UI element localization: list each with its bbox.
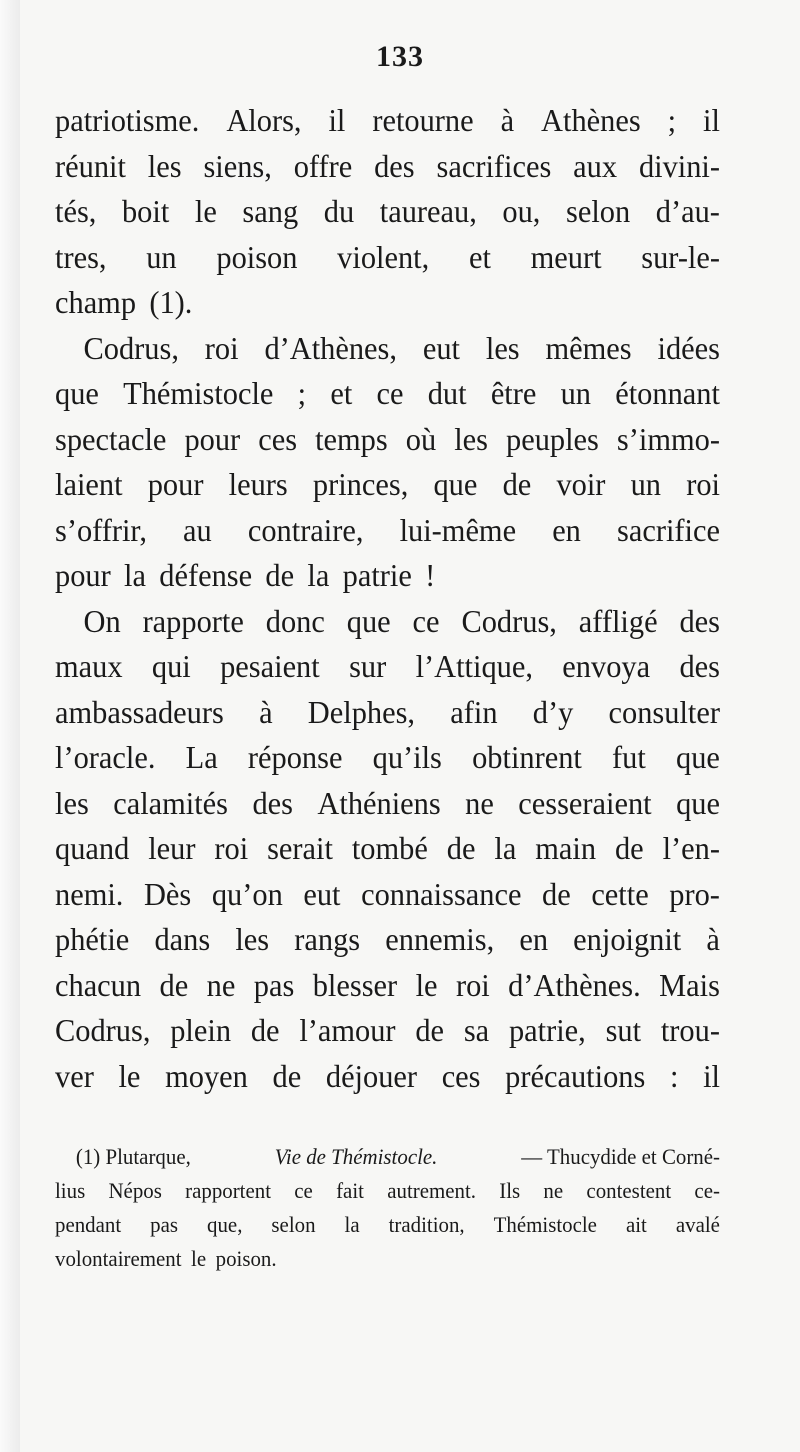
word: les bbox=[454, 420, 488, 457]
word: ver bbox=[55, 1057, 94, 1094]
word: pro- bbox=[669, 875, 720, 912]
word: à bbox=[259, 693, 273, 730]
word: roi bbox=[455, 966, 490, 1003]
footnote-work-title: Vie de Thémistocle. bbox=[274, 1144, 438, 1169]
word: un bbox=[630, 466, 662, 502]
word: rapporte bbox=[142, 602, 244, 639]
word: de bbox=[272, 1057, 302, 1094]
word: cesseraient bbox=[518, 784, 652, 821]
word: ces bbox=[441, 1057, 481, 1094]
text-line bbox=[55, 326, 720, 372]
text-line bbox=[55, 98, 720, 144]
word: qu’on bbox=[211, 875, 283, 912]
word: ! bbox=[425, 557, 436, 593]
word: princes, bbox=[312, 466, 409, 502]
word: lius bbox=[55, 1178, 86, 1203]
word: Ils bbox=[499, 1178, 521, 1203]
text-line bbox=[55, 144, 720, 190]
word: être bbox=[490, 375, 537, 411]
word: boit bbox=[121, 193, 170, 229]
word: lui-même bbox=[399, 511, 517, 548]
text-line bbox=[55, 417, 720, 463]
word: étonnant bbox=[615, 375, 720, 411]
text-line bbox=[55, 872, 720, 918]
text-line bbox=[55, 371, 720, 417]
word: s’offrir, bbox=[55, 511, 147, 548]
word: rapportent bbox=[185, 1178, 272, 1203]
word: patrie, bbox=[508, 1012, 586, 1048]
word: cette bbox=[591, 875, 649, 912]
word: réunit bbox=[55, 147, 126, 184]
word: ait bbox=[625, 1212, 647, 1237]
word: patriotisme. bbox=[55, 102, 200, 138]
word: les bbox=[55, 784, 89, 821]
word: sur-le- bbox=[641, 238, 720, 275]
word: spectacle bbox=[55, 420, 167, 457]
word: nemi. bbox=[55, 875, 124, 912]
word: pour bbox=[55, 557, 111, 593]
word: tres, bbox=[55, 238, 107, 275]
word: de bbox=[250, 1012, 280, 1048]
word: Thémistocle bbox=[123, 375, 274, 411]
word: ne bbox=[543, 1178, 564, 1203]
word: ; bbox=[667, 102, 677, 138]
word: tés, bbox=[55, 193, 97, 229]
word: fut bbox=[612, 739, 646, 775]
word: les bbox=[235, 921, 270, 957]
word: de bbox=[446, 830, 476, 866]
word: ce bbox=[412, 602, 440, 639]
word: meurt bbox=[530, 238, 602, 275]
word: sut bbox=[605, 1012, 642, 1048]
word: en bbox=[552, 511, 581, 548]
footnotes bbox=[55, 1140, 755, 1276]
word: l’Attique, bbox=[415, 648, 533, 684]
word: que bbox=[346, 602, 391, 639]
word: ennemis, bbox=[385, 921, 495, 957]
word: ce bbox=[376, 375, 404, 411]
word: ; bbox=[297, 375, 307, 411]
word: pendant bbox=[55, 1212, 122, 1237]
word: que bbox=[55, 375, 99, 411]
word: le bbox=[118, 1057, 141, 1094]
word: roi bbox=[214, 830, 249, 866]
word: poison bbox=[216, 238, 298, 275]
word: peuples bbox=[506, 420, 599, 457]
word: fait bbox=[336, 1178, 364, 1203]
text-line bbox=[55, 462, 720, 508]
word: il bbox=[703, 102, 720, 138]
page-number: 133 bbox=[376, 40, 424, 73]
word: d’Athènes, bbox=[264, 329, 397, 366]
word: un bbox=[146, 238, 177, 275]
word: serait bbox=[267, 830, 333, 866]
word: déjouer bbox=[325, 1057, 418, 1094]
word: d’y bbox=[532, 693, 574, 730]
word: au bbox=[183, 511, 212, 548]
word: selon bbox=[566, 193, 631, 229]
word: les bbox=[147, 147, 182, 184]
word: autrement. bbox=[387, 1178, 477, 1203]
word: que bbox=[433, 466, 478, 502]
word: maux bbox=[55, 648, 123, 684]
word: retourne bbox=[372, 102, 474, 138]
word: et bbox=[468, 238, 491, 275]
word: qui bbox=[151, 648, 191, 684]
word: des bbox=[252, 784, 293, 821]
word: mêmes bbox=[545, 329, 632, 366]
word: (1). bbox=[149, 284, 193, 320]
word: poison. bbox=[215, 1246, 277, 1271]
word: pas bbox=[253, 966, 295, 1003]
word: du bbox=[323, 193, 355, 229]
word: tombé bbox=[351, 830, 428, 866]
word: tradition, bbox=[388, 1212, 465, 1237]
word: de bbox=[415, 1012, 445, 1048]
word: Népos bbox=[108, 1178, 162, 1203]
word: connaissance bbox=[361, 875, 522, 912]
word: réponse bbox=[247, 739, 343, 775]
word: affligé bbox=[578, 602, 658, 639]
word: Alors, bbox=[226, 102, 302, 138]
word: Athènes bbox=[541, 102, 641, 138]
text-line bbox=[55, 917, 720, 963]
word: sur bbox=[349, 648, 387, 684]
footnote-line bbox=[55, 1208, 720, 1242]
word: le bbox=[415, 966, 438, 1003]
text-line bbox=[55, 781, 720, 827]
word: taureau, bbox=[379, 193, 477, 229]
word: temps bbox=[315, 420, 388, 457]
word: calamités bbox=[113, 784, 229, 821]
footnote-line-text: (1) Plutarque, bbox=[75, 1144, 191, 1169]
word: il bbox=[328, 102, 346, 138]
text-line bbox=[55, 553, 720, 599]
word: l’amour bbox=[299, 1012, 396, 1048]
text-line bbox=[55, 508, 720, 554]
text-line bbox=[55, 690, 720, 736]
word: Delphes, bbox=[307, 693, 416, 730]
word: main bbox=[535, 830, 597, 866]
word: afin bbox=[450, 693, 498, 730]
footnote-line bbox=[55, 1242, 720, 1276]
word: s’immo- bbox=[616, 420, 720, 457]
word: de bbox=[159, 966, 189, 1003]
word: ce bbox=[294, 1178, 313, 1203]
word: trou- bbox=[660, 1012, 720, 1048]
word: offre bbox=[293, 147, 353, 184]
word: sang bbox=[242, 193, 299, 229]
word: La bbox=[185, 739, 218, 775]
word: à bbox=[500, 102, 515, 138]
word: ambassadeurs bbox=[55, 693, 224, 730]
word: que bbox=[676, 739, 720, 775]
word: la bbox=[124, 557, 146, 593]
word: voir bbox=[556, 466, 606, 502]
word: précautions bbox=[505, 1057, 646, 1094]
word: que, bbox=[207, 1212, 243, 1237]
word: obtinrent bbox=[472, 739, 582, 775]
word: envoya bbox=[562, 648, 651, 684]
word: aux bbox=[573, 147, 618, 184]
text-line bbox=[55, 644, 720, 690]
footnote-line bbox=[55, 1140, 720, 1174]
word: de bbox=[265, 557, 295, 593]
word: Dès bbox=[143, 875, 192, 912]
word: avalé bbox=[675, 1212, 720, 1237]
word: idées bbox=[657, 329, 720, 366]
text-line bbox=[55, 599, 720, 645]
text-line bbox=[55, 189, 720, 235]
word: divini- bbox=[638, 147, 720, 184]
text-line bbox=[55, 1008, 720, 1054]
word: dut bbox=[427, 375, 467, 411]
body-text bbox=[55, 98, 755, 1099]
word: Athéniens bbox=[317, 784, 441, 821]
word: dans bbox=[154, 921, 211, 957]
word: et bbox=[330, 375, 353, 411]
word: Mais bbox=[659, 966, 720, 1003]
word: patrie bbox=[342, 557, 412, 593]
word: des bbox=[679, 648, 720, 684]
word: Codrus, bbox=[55, 1012, 151, 1048]
word: violent, bbox=[337, 238, 430, 275]
word: de bbox=[542, 875, 571, 912]
word: la bbox=[494, 830, 517, 866]
word: pas bbox=[150, 1212, 179, 1237]
word: blesser bbox=[312, 966, 398, 1003]
word: roi bbox=[204, 329, 239, 366]
word: donc bbox=[265, 602, 325, 639]
word: phétie bbox=[55, 921, 130, 957]
word: ne bbox=[206, 966, 236, 1003]
word: rangs bbox=[294, 921, 361, 957]
word: champ bbox=[55, 284, 137, 320]
word: à bbox=[706, 921, 720, 957]
word: il bbox=[703, 1057, 720, 1094]
word: eut bbox=[422, 329, 460, 366]
word: quand bbox=[55, 830, 130, 866]
word: la bbox=[344, 1212, 360, 1237]
word: ces bbox=[258, 420, 298, 457]
word: chacun bbox=[55, 966, 142, 1003]
word: sacrifice bbox=[616, 511, 720, 548]
word: d’au- bbox=[655, 193, 720, 229]
word: l’en- bbox=[662, 830, 720, 866]
word: contestent bbox=[586, 1178, 672, 1203]
word: sacrifices bbox=[436, 147, 552, 184]
text-line bbox=[55, 280, 720, 326]
footnote-line bbox=[55, 1174, 720, 1208]
word: en bbox=[519, 921, 549, 957]
word: laient bbox=[55, 466, 123, 502]
word: ce- bbox=[694, 1178, 720, 1203]
word: siens, bbox=[203, 147, 272, 184]
text-line bbox=[55, 963, 720, 1009]
word: moyen bbox=[165, 1057, 248, 1094]
word: consulter bbox=[608, 693, 720, 730]
word: ne bbox=[465, 784, 494, 821]
word: l’oracle. bbox=[55, 739, 156, 775]
word: d’Athènes. bbox=[508, 966, 641, 1003]
word: défense bbox=[159, 557, 253, 593]
word: plein bbox=[170, 1012, 232, 1048]
word: qu’ils bbox=[372, 739, 442, 775]
word: ou, bbox=[502, 193, 541, 229]
text-line bbox=[55, 1054, 720, 1100]
word: selon bbox=[271, 1212, 316, 1237]
word: Codrus, bbox=[461, 602, 557, 639]
word: des bbox=[374, 147, 415, 184]
word: leur bbox=[148, 830, 196, 866]
word: pour bbox=[184, 420, 241, 457]
word: un bbox=[560, 375, 592, 411]
word: Codrus, bbox=[83, 329, 179, 366]
word: enjoignit bbox=[573, 921, 682, 957]
text-line bbox=[55, 826, 720, 872]
word: eut bbox=[303, 875, 341, 912]
word: que bbox=[676, 784, 720, 821]
word: leurs bbox=[228, 466, 288, 502]
word: le bbox=[191, 1246, 207, 1271]
word: : bbox=[669, 1057, 679, 1094]
word: de bbox=[614, 830, 644, 866]
word: sa bbox=[463, 1012, 490, 1048]
word: On bbox=[83, 602, 121, 639]
word: pesaient bbox=[220, 648, 320, 684]
word: Thémistocle bbox=[493, 1212, 597, 1237]
word: la bbox=[307, 557, 330, 593]
word: volontairement bbox=[55, 1246, 182, 1271]
word: des bbox=[679, 602, 720, 639]
page-edge-shadow bbox=[0, 0, 20, 1452]
word: les bbox=[485, 329, 520, 366]
word: contraire, bbox=[247, 511, 364, 548]
word: de bbox=[502, 466, 532, 502]
text-line bbox=[55, 235, 720, 281]
word: où bbox=[405, 420, 437, 457]
text-line bbox=[55, 735, 720, 781]
word: le bbox=[194, 193, 217, 229]
footnote-line-text: — Thucydide et Corné- bbox=[521, 1144, 720, 1169]
word: pour bbox=[147, 466, 204, 502]
word: roi bbox=[686, 466, 720, 502]
